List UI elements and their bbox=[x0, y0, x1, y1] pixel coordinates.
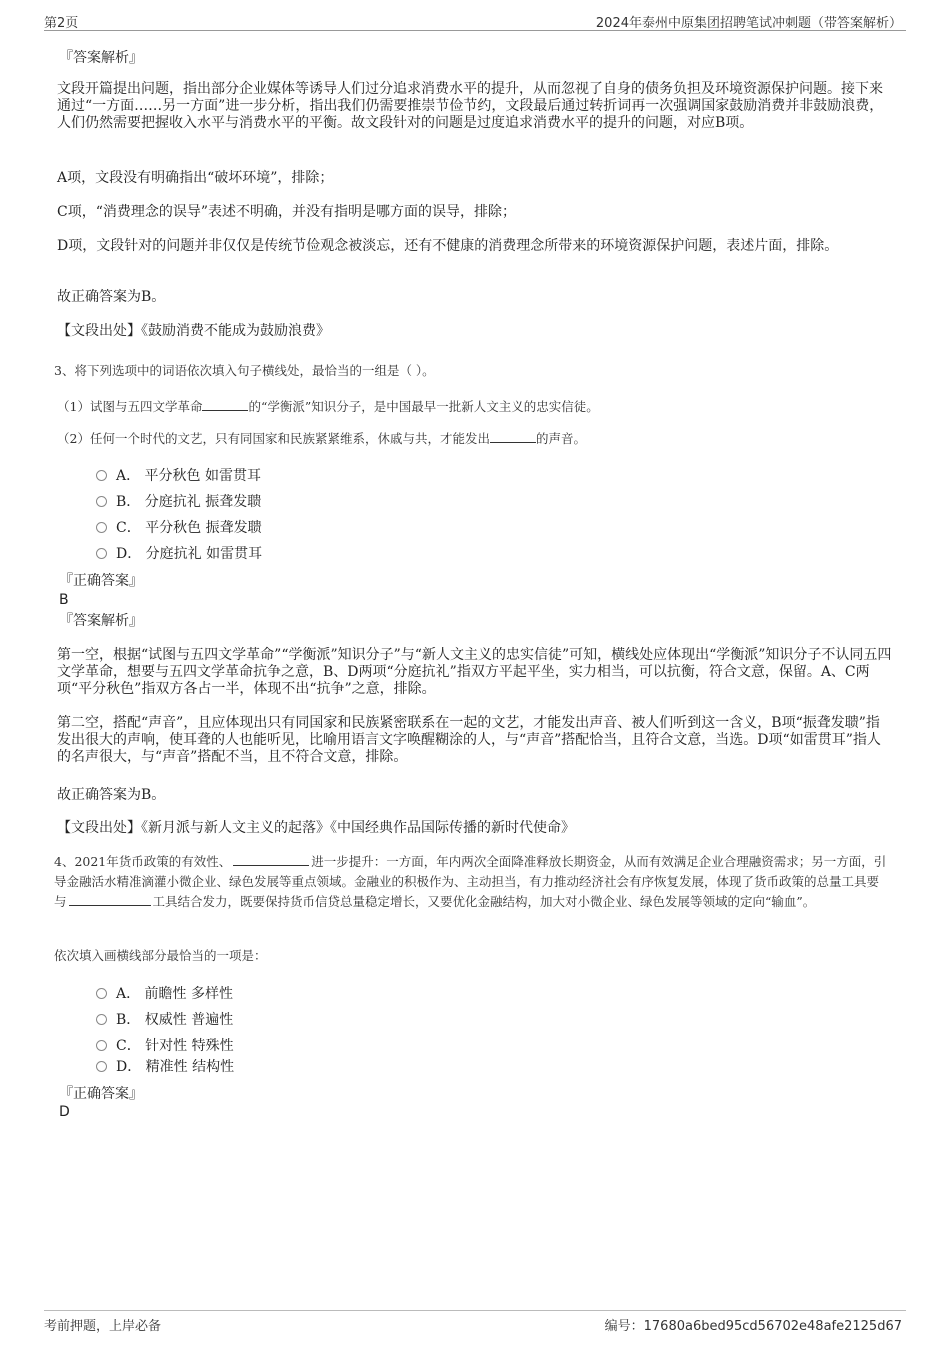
q4-option-a-label: A． 前瞻性 多样性 bbox=[116, 986, 234, 1002]
q4-option-b-label: B． 权威性 普遍性 bbox=[116, 1012, 234, 1028]
q4-stem-part-c: 工具结合发力，既要保持货币信贷总量稳定增长，又要优化金融结构，加大对小微企业、绿色发展等领域的定向“输血”。 bbox=[152, 894, 816, 909]
q3-source: 【文段出处】《新月派与新人文主义的起落》《中国经典作品国际传播的新时代使命》 bbox=[57, 820, 575, 836]
q4-correct-label: 『正确答案』 bbox=[59, 1086, 143, 1102]
q2-answer-line: 故正确答案为B。 bbox=[57, 289, 166, 305]
q3-option-d-label: D． 分庭抗礼 如雷贯耳 bbox=[116, 546, 263, 562]
q4-blank-2 bbox=[69, 905, 151, 906]
page-header bbox=[44, 10, 906, 31]
q3-s2-part-b: 的声音。 bbox=[535, 431, 586, 446]
radio-icon[interactable] bbox=[96, 470, 107, 481]
q3-correct-answer: B bbox=[59, 592, 69, 608]
q4-stem-part-b: 进一步提升：一方面，年内两次全面降准释放长期资金，从而有效满足企业合理融资需求；另一方面，引导金融活水精准滴灌小微企业、绿色发展等重点领域。金融业的积极作为、主动担当，有力推动经济社会有序恢复发展，体现了货币政策的总量工具要与 bbox=[54, 854, 887, 909]
q3-option-a[interactable] bbox=[96, 467, 261, 485]
q3-option-c-label: C． 平分秋色 振聋发聩 bbox=[116, 520, 262, 536]
q2-source: 【文段出处】《鼓励消费不能成为鼓励浪费》 bbox=[57, 323, 330, 339]
q2-analysis-label: 『答案解析』 bbox=[59, 50, 143, 66]
q2-analysis-p1: 文段开篇提出问题，指出部分企业媒体等诱导人们过分追求消费水平的提升，从而忽视了自身的债务负担及环境资源保护问题。接下来通过“一方面……另一方面”进一步分析，指出我们仍需要推崇节俭节约，文段最后通过转折词再一次强调国家鼓励消费并非鼓励浪费，人们仍然需要把握收入水平与消费水平的平衡。故文段针对的问题是过度追求消费水平的提升的问题，对应B项。 bbox=[57, 81, 884, 131]
radio-icon[interactable] bbox=[96, 522, 107, 533]
q2-analysis-p4: D项，文段针对的问题并非仅仅是传统节俭观念被淡忘，还有不健康的消费理念所带来的环境资源保护问题，表述片面，排除。 bbox=[57, 238, 839, 254]
q3-correct-label: 『正确答案』 bbox=[59, 573, 143, 589]
q2-analysis-p3: C项，“消费理念的误导”表述不明确，并没有指明是哪方面的误导，排除； bbox=[57, 204, 517, 220]
q3-option-a-label: A． 平分秋色 如雷贯耳 bbox=[116, 468, 262, 484]
radio-icon[interactable] bbox=[96, 1061, 107, 1072]
q3-sentence-1 bbox=[57, 397, 893, 417]
q3-stem: 3、将下列选项中的词语依次填入句子横线处，最恰当的一组是（ ）。 bbox=[54, 363, 435, 378]
radio-icon[interactable] bbox=[96, 496, 107, 507]
q3-option-d[interactable] bbox=[96, 545, 262, 563]
q4-correct-answer: D bbox=[59, 1104, 70, 1120]
q4-blank-1 bbox=[233, 865, 309, 866]
page-footer bbox=[44, 1310, 906, 1339]
radio-icon[interactable] bbox=[96, 1014, 107, 1025]
q3-option-b[interactable] bbox=[96, 493, 261, 511]
q4-instruction: 依次填入画横线部分最恰当的一项是： bbox=[54, 948, 267, 963]
q3-option-c[interactable] bbox=[96, 519, 262, 537]
q3-option-b-label: B． 分庭抗礼 振聋发聩 bbox=[116, 494, 262, 510]
q4-option-c-label: C． 针对性 特殊性 bbox=[116, 1038, 234, 1054]
document-title: 2024年泰州中原集团招聘笔试冲刺题（带答案解析） bbox=[595, 16, 902, 31]
radio-icon[interactable] bbox=[96, 548, 107, 559]
radio-icon[interactable] bbox=[96, 988, 107, 999]
q3-blank-2 bbox=[490, 442, 536, 443]
q4-option-a[interactable] bbox=[96, 985, 233, 1003]
q3-blank-1 bbox=[202, 410, 248, 411]
q4-option-b[interactable] bbox=[96, 1011, 233, 1029]
q3-s1-part-b: 的“学衡派”知识分子，是中国最早一批新人文主义的忠实信徒。 bbox=[248, 399, 599, 414]
q4-stem bbox=[54, 852, 890, 912]
q3-analysis-p2: 第二空，搭配“声音”，且应体现出只有同国家和民族紧密联系在一起的文艺，才能发出声音、被人们听到这一含义，B项“振聋发聩”指发出很大的声响，使耳聋的人也能听见，比喻用语言文字唤醒糊涂的人，与“声音”搭配恰当，且符合文意，当选。D项“如雷贯耳”指人的名声很大，与“声音”搭配不当，且不符合文意，排除。 bbox=[57, 715, 881, 765]
q2-analysis-p2: A项，文段没有明确指出“破坏环境”，排除； bbox=[57, 170, 334, 186]
page-number: 第2页 bbox=[44, 16, 79, 31]
radio-icon[interactable] bbox=[96, 1040, 107, 1051]
q4-option-d-label: D． 精准性 结构性 bbox=[116, 1059, 235, 1075]
q3-s2-part-a: （2）任何一个时代的文艺，只有同国家和民族紧紧维系，休戚与共，才能发出 bbox=[57, 431, 490, 446]
footer-slogan: 考前押题，上岸必备 bbox=[44, 1319, 162, 1334]
q3-analysis-p1: 第一空，根据“试图与五四文学革命”“学衡派”知识分子”与“新人文主义的忠实信徒”可知，横线处应体现出“学衡派”知识分子不认同五四文学革命，想要与五四文学革命抗争之意，B、D两项“分庭抗礼”指双方平起平坐，实力相当，可以抗衡，符合文意，保留。A、C两项“平分秋色”指双方各占一半，体现不出“抗争”之意，排除。 bbox=[57, 647, 892, 697]
q3-answer-line: 故正确答案为B。 bbox=[57, 787, 166, 803]
q3-s1-part-a: （1）试图与五四文学革命 bbox=[57, 399, 203, 414]
q4-stem-part-a: 4、2021年货币政策的有效性、 bbox=[54, 854, 232, 869]
q3-analysis-label: 『答案解析』 bbox=[59, 613, 143, 629]
document-id: 编号：17680a6bed95cd56702e48afe2125d67 bbox=[604, 1319, 902, 1334]
q4-option-c[interactable] bbox=[96, 1037, 234, 1055]
q3-sentence-2 bbox=[57, 429, 893, 449]
q4-option-d[interactable] bbox=[96, 1058, 234, 1076]
